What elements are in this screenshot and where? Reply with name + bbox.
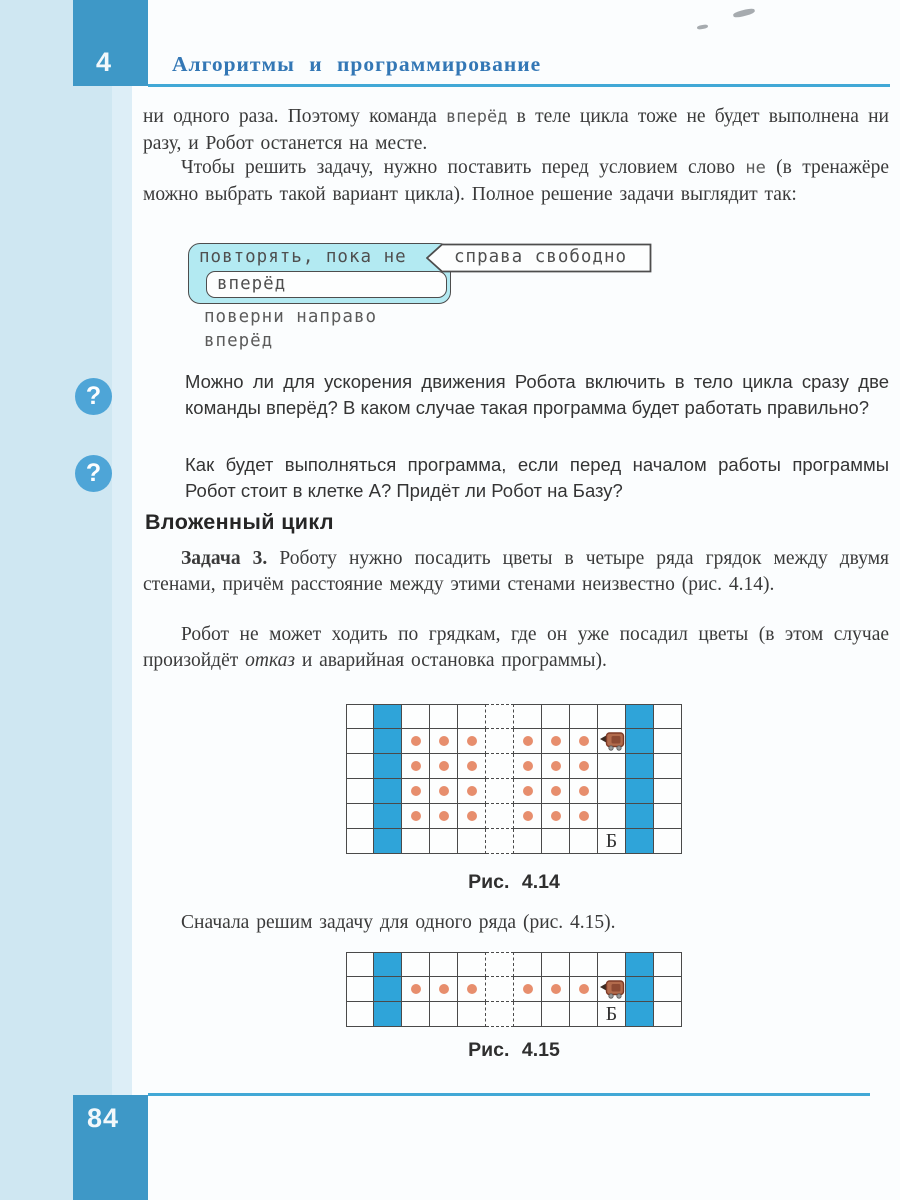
grid-cell [598, 729, 626, 754]
grid-cell [374, 754, 402, 779]
flower-dot [411, 736, 421, 746]
inline-code: не [745, 158, 766, 178]
grid-cell [486, 729, 514, 754]
scan-smudge [733, 7, 756, 18]
grid-cell [514, 829, 542, 854]
grid-cell [598, 952, 626, 977]
loop-condition-label: справа свободно [454, 247, 628, 267]
paragraph [143, 155, 889, 207]
paragraph-run: Чтобы решить задачу, нужно поставить перед условием слово [181, 157, 746, 178]
flower-dot [551, 811, 561, 821]
paragraph [143, 546, 889, 597]
flower-dot [439, 811, 449, 821]
grid-cell [626, 952, 654, 977]
grid-cell [486, 977, 514, 1002]
grid-cell [514, 754, 542, 779]
grid-cell [514, 1002, 542, 1027]
grid-cell [402, 829, 430, 854]
grid-cell [654, 754, 682, 779]
base-label: Б [605, 830, 618, 852]
grid-cell [346, 729, 374, 754]
grid-cell [598, 977, 626, 1002]
grid-cell [542, 804, 570, 829]
grid-cell [346, 754, 374, 779]
page-margin-band-inner [112, 0, 132, 1200]
grid-cell [430, 977, 458, 1002]
grid-cell [458, 977, 486, 1002]
flower-dot [579, 736, 589, 746]
grid-cell [570, 977, 598, 1002]
flower-dot [467, 736, 477, 746]
flower-dot [467, 761, 477, 771]
flower-dot [579, 811, 589, 821]
grid-cell [458, 729, 486, 754]
grid-cell [654, 952, 682, 977]
grid-cell [654, 829, 682, 854]
loop-header-label: повторять, пока не [199, 247, 407, 267]
grid-cell [486, 829, 514, 854]
question-text: Можно ли для ускорения движения Робота включить в тело цикла сразу две команды вперёд? В каком случае такая программа будет работать правильно? [185, 371, 889, 418]
grid-cell [570, 704, 598, 729]
grid-cell [570, 754, 598, 779]
grid-cell [570, 829, 598, 854]
figure-4-14 [346, 704, 682, 854]
paragraph-run: в теле цикла тоже не будет выполнена ни разу, и Робот останется на месте. [143, 106, 889, 154]
grid-cell [402, 804, 430, 829]
flower-dot [411, 984, 421, 994]
grid-cell [542, 729, 570, 754]
grid-cell [654, 804, 682, 829]
grid-cell [542, 952, 570, 977]
grid-cell [598, 754, 626, 779]
code-line: вперёд [204, 331, 274, 351]
grid-cell [542, 779, 570, 804]
grid-cell [346, 704, 374, 729]
grid-cell [626, 804, 654, 829]
page-number: 84 [87, 1103, 120, 1133]
grid-cell [402, 729, 430, 754]
robot-icon [599, 731, 625, 751]
grid-cell [374, 952, 402, 977]
paragraph: Сначала решим задачу для одного ряда (рис. 4.15). [181, 912, 616, 933]
grid-cell [374, 729, 402, 754]
grid-cell [570, 779, 598, 804]
grid-cell [402, 754, 430, 779]
grid-cell [542, 977, 570, 1002]
grid-cell [402, 977, 430, 1002]
grid-cell [654, 779, 682, 804]
grid-cell [374, 779, 402, 804]
grid-cell [486, 754, 514, 779]
grid-cell [514, 977, 542, 1002]
grid-cell [626, 779, 654, 804]
grid-cell [486, 704, 514, 729]
flower-dot [579, 786, 589, 796]
grid-cell [458, 952, 486, 977]
flower-dot [523, 786, 533, 796]
flower-dot [551, 736, 561, 746]
grid-cell [430, 754, 458, 779]
header-rule [148, 84, 890, 87]
flower-dot [411, 811, 421, 821]
grid-cell [346, 952, 374, 977]
paragraph-run: ни одного раза. Поэтому команда [143, 106, 447, 127]
grid-cell [346, 779, 374, 804]
grid-cell [514, 952, 542, 977]
grid-cell [626, 1002, 654, 1027]
flower-dot [411, 786, 421, 796]
grid-cell [598, 779, 626, 804]
grid-cell [374, 804, 402, 829]
flower-dot [551, 761, 561, 771]
grid-cell [514, 704, 542, 729]
flower-dot [439, 736, 449, 746]
flower-dot [551, 786, 561, 796]
grid-cell [402, 1002, 430, 1027]
paragraph-run: и аварийная остановка программы). [294, 649, 607, 671]
grid-cell [570, 804, 598, 829]
grid-cell [374, 829, 402, 854]
paragraph [143, 622, 889, 673]
grid-cell [542, 754, 570, 779]
grid-cell [626, 977, 654, 1002]
grid-cell [486, 952, 514, 977]
page-title: Алгоритмы и программирование [172, 52, 542, 76]
task-label: Задача 3. [181, 548, 268, 569]
grid-cell [626, 754, 654, 779]
chapter-number: 4 [95, 47, 112, 77]
flower-dot [439, 786, 449, 796]
robot-icon [599, 979, 625, 999]
grid-cell [542, 1002, 570, 1027]
flower-dot [523, 761, 533, 771]
paragraph [143, 104, 889, 156]
grid-cell [598, 804, 626, 829]
page-number-box [73, 1095, 148, 1200]
figure-caption: Рис. 4.14 [468, 871, 560, 893]
grid-cell [514, 779, 542, 804]
grid-cell [374, 1002, 402, 1027]
grid-cell [430, 704, 458, 729]
section-heading: Вложенный цикл [145, 510, 334, 534]
grid-cell [458, 804, 486, 829]
grid-cell [570, 729, 598, 754]
robot-field-grid [346, 952, 682, 1027]
flower-dot [467, 786, 477, 796]
grid-cell [430, 829, 458, 854]
loop-body-label: вперёд [217, 274, 287, 294]
question-icon: ? [75, 455, 112, 492]
grid-cell [542, 704, 570, 729]
robot-field-grid [346, 704, 682, 854]
grid-cell [514, 729, 542, 754]
grid-cell [430, 779, 458, 804]
loop-condition-box [426, 243, 652, 273]
flower-dot [411, 761, 421, 771]
flower-dot [523, 811, 533, 821]
paragraph-run: Роботу нужно посадить цветы в четыре ряда грядок между двумя стенами, причём расстояние между этими стенами неизвестно (рис. 4.14). [143, 548, 890, 595]
grid-cell [402, 952, 430, 977]
figure-4-15 [346, 952, 682, 1027]
grid-cell [570, 952, 598, 977]
question-icon: ? [75, 378, 112, 415]
chapter-tab [73, 0, 148, 86]
grid-cell [346, 829, 374, 854]
question-text: Как будет выполняться программа, если перед началом работы программы Робот стоит в клетке А? Придёт ли Робот на Базу? [185, 454, 889, 501]
grid-cell [486, 804, 514, 829]
inline-code: вперёд [446, 107, 508, 127]
scan-smudge [697, 24, 709, 30]
grid-cell [458, 1002, 486, 1027]
grid-cell [570, 1002, 598, 1027]
grid-cell [374, 704, 402, 729]
grid-cell [430, 952, 458, 977]
loop-body-box [206, 271, 447, 298]
grid-cell [542, 829, 570, 854]
grid-cell [402, 779, 430, 804]
grid-cell [654, 704, 682, 729]
flower-dot [579, 984, 589, 994]
grid-cell [458, 829, 486, 854]
grid-cell [654, 977, 682, 1002]
italic-term: отказ [245, 649, 295, 671]
grid-cell [626, 729, 654, 754]
flower-dot [523, 736, 533, 746]
grid-cell [598, 829, 626, 854]
grid-cell [626, 829, 654, 854]
grid-cell [430, 1002, 458, 1027]
paragraph-run: (в тренажёре можно выбрать такой вариант цикла). Полное решение задачи выглядит так: [143, 157, 889, 205]
base-label: Б [605, 1003, 618, 1025]
grid-cell [430, 729, 458, 754]
grid-cell [346, 977, 374, 1002]
grid-cell [486, 1002, 514, 1027]
grid-cell [598, 704, 626, 729]
grid-cell [654, 1002, 682, 1027]
paragraph-run: Робот не может ходить по грядкам, где он уже посадил цветы (в этом случае произойдёт [143, 624, 889, 671]
grid-cell [654, 729, 682, 754]
grid-cell [458, 754, 486, 779]
flower-dot [439, 984, 449, 994]
flower-dot [467, 984, 477, 994]
grid-cell [486, 779, 514, 804]
grid-cell [402, 704, 430, 729]
grid-cell [346, 1002, 374, 1027]
flower-dot [467, 811, 477, 821]
figure-caption: Рис. 4.15 [468, 1039, 560, 1061]
grid-cell [458, 704, 486, 729]
grid-cell [346, 804, 374, 829]
grid-cell [626, 704, 654, 729]
grid-cell [458, 779, 486, 804]
flower-dot [439, 761, 449, 771]
grid-cell [598, 1002, 626, 1027]
flower-dot [523, 984, 533, 994]
grid-cell [514, 804, 542, 829]
footer-rule [148, 1093, 870, 1096]
flower-dot [579, 761, 589, 771]
flower-dot [551, 984, 561, 994]
grid-cell [430, 804, 458, 829]
code-line: поверни направо [204, 307, 378, 327]
grid-cell [374, 977, 402, 1002]
